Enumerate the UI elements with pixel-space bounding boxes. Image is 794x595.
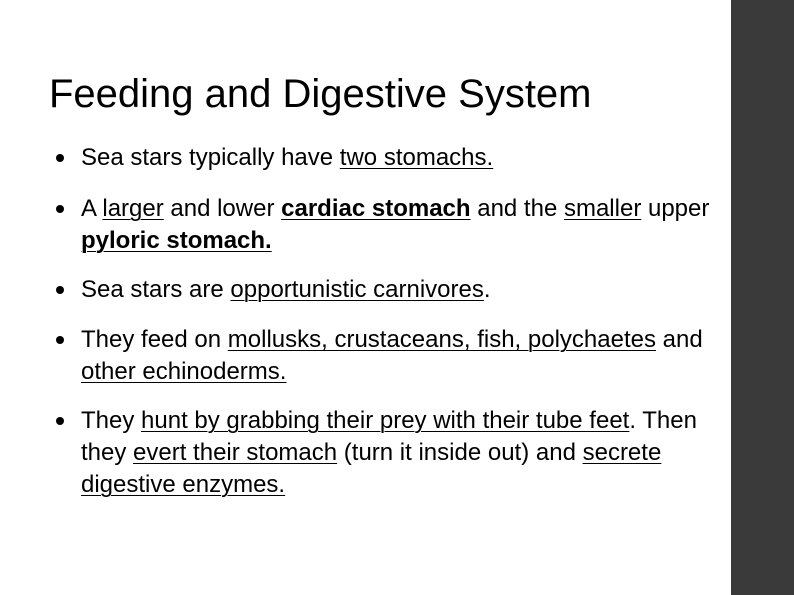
bullet-item	[81, 324, 721, 388]
bullet-text-segment: .	[483, 276, 491, 303]
bullet-text-segment: pyloric stomach.	[81, 227, 272, 254]
slide-title: Feeding and Digestive System	[49, 72, 592, 116]
bullet-item	[81, 193, 721, 257]
bullet-item	[81, 274, 721, 306]
bullet-text-segment: cardiac stomach	[281, 195, 471, 222]
bullet-text-segment: opportunistic carnivores	[230, 276, 484, 303]
bullet-dot-icon	[56, 336, 64, 344]
bullet-text-segment: . Then they	[81, 407, 697, 466]
bullet-text-segment: larger	[102, 195, 164, 222]
bullet-text-segment: and	[655, 326, 703, 353]
bullet-item	[81, 142, 721, 174]
bullet-text-segment: two stomachs.	[339, 144, 494, 171]
bullet-text-segment: They	[81, 407, 142, 434]
bullet-text-segment: secrete digestive enzymes.	[81, 439, 662, 498]
bullet-item	[81, 405, 721, 501]
bullet-text-segment: A	[81, 195, 103, 222]
bullet-text-segment: Sea stars are	[81, 276, 231, 303]
bullet-text-segment: evert their stomach	[133, 439, 338, 466]
bullet-text-segment: hunt by grabbing their prey with their tube feet	[141, 407, 630, 434]
bullet-text-segment: They feed on	[81, 326, 228, 353]
bullet-text-segment: other echinoderms.	[81, 358, 287, 385]
bullet-text-segment: upper	[641, 195, 710, 222]
bullet-text-segment: smaller	[563, 195, 642, 222]
bullet-text-segment: and lower	[163, 195, 282, 222]
bullet-dot-icon	[56, 154, 64, 162]
bullet-text-segment: (turn it inside out) and	[337, 439, 583, 466]
bullet-dot-icon	[56, 286, 64, 294]
bullet-dot-icon	[56, 205, 64, 213]
bullet-text-segment: and the	[470, 195, 564, 222]
bullet-dot-icon	[56, 417, 64, 425]
bullet-text-segment: Sea stars typically have	[81, 144, 340, 171]
side-bar	[731, 0, 794, 595]
bullet-text-segment: mollusks, crustaceans, fish, polychaetes	[227, 326, 656, 353]
